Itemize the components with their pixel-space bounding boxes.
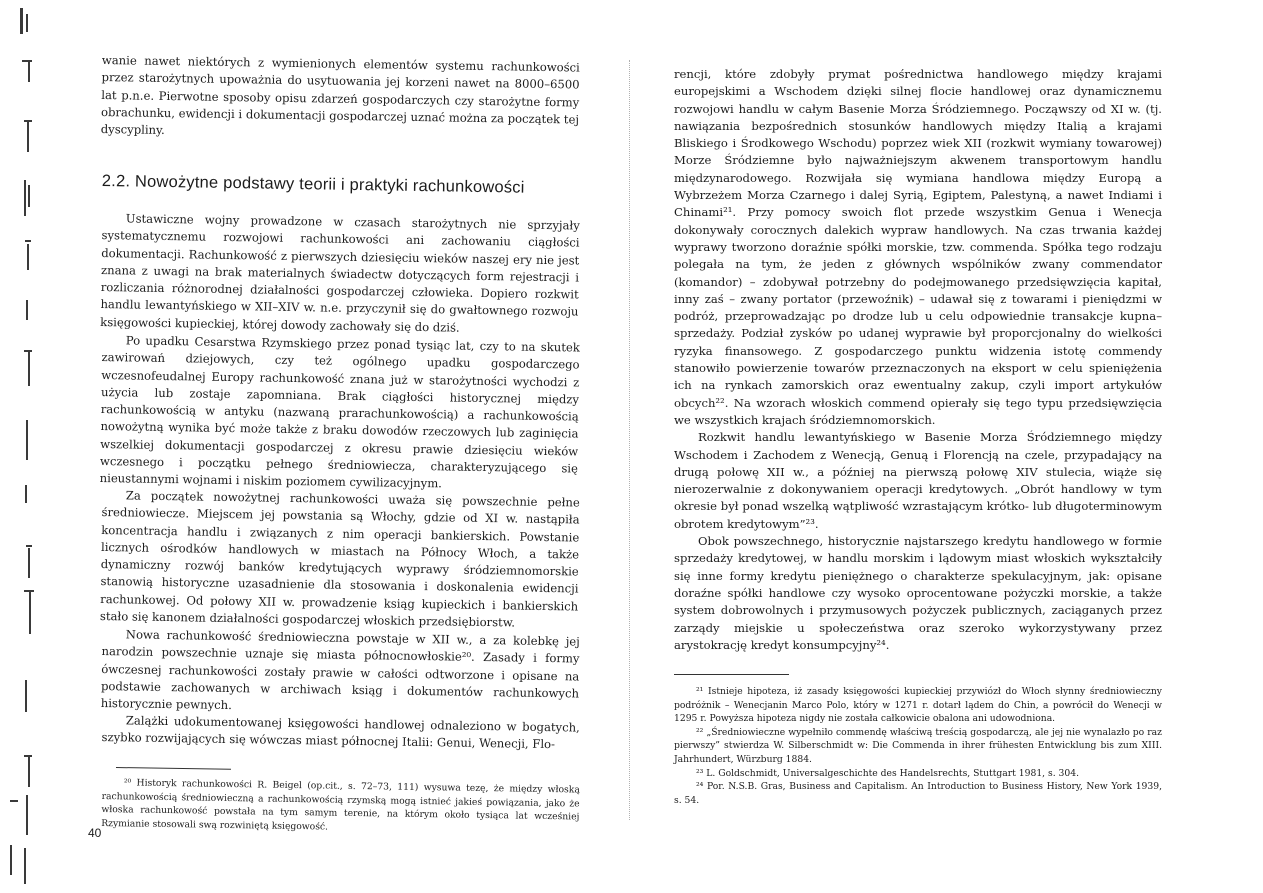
paragraph: Za początek nowożytnej rachunkowości uważa się powszechnie pełne średniowiecze. Miejscem jej powstania są Włochy, gdzie od XI w. nastąpiła koncentracja handlu i związanych z nim operacji bankierskich. Powstanie licznych ośrodków handlowych w miastach na Północy Włoch, a także dynamiczny rozwój banków kredytujących wyprawy śródziemnomorskie stanowią historyczne uzasadnienie dla stosowania i doskonalenia ewidencji rachunkowej. Od połowy XII w. prowadzenie ksiąg kupieckich i bankierskich stało się kanonem działalności gospodarczej włoskich przedsiębiorstw. [99, 488, 580, 630]
paragraph: wanie nawet niektórych z wymienionych elementów systemu rachunkowości przez starożytnych upoważnia do usytuowania jej korzeni nawet na 8000–6500 lat p.n.e. Pierwotne sposoby opisu zdarzeń gospodarczych czy starożytne formy obrachunku, ewidencji i dokumentacji gospodarczej uznać można za początek tej dyscypliny. [100, 52, 580, 138]
section-heading: 2.2. Nowożytne podstawy teorii i praktyki rachunkowości [101, 172, 525, 198]
page-number: 40 [88, 826, 102, 840]
footnote: ²² „Średniowieczne wypełniło commendę właściwą treścią gospodarczą, ale jej nie wynalazło po raz pierwszy” stwierdza W. Silberschmidt w: Die Commenda in ihrer frühesten Entwicklung bis zum XIII. Jahrhundert, Würzburg 1884. [674, 726, 1162, 766]
right-text-column [674, 66, 1162, 807]
paragraph: Nowa rachunkowość średniowieczna powstaje w XII w., a za kolebkę jej narodzin powszechnie uznaje się miasta północnowłoskie²⁰. Zasady i formy ówczesnej rachunkowości zostały prawie w całości odtworzone i opisane na podstawie zachowanych w archiwach ksiąg i dokumentów rachunkowych historycznie pewnych. [100, 626, 580, 712]
footnote: ²⁴ Por. N.S.B. Gras, Business and Capitalism. An Introduction to Business History, New York 1939, s. 54. [674, 781, 1162, 806]
paragraph: Ustawiczne wojny prowadzone w czasach starożytnych nie sprzyjały systematycznemu rozwojowi rachunkowości ani zachowaniu ciągłości dokumentacji. Rachunkowość z pierwszych dziesięciu wieków naszej ery nie jest znana z uwagi na brak materialnych świadectw dotyczących form rejestracji i rozliczania różnorodnej działalności gospodarczej człowieka. Dopiero rozkwit handlu lewantyńskiego w XII–XIV w. n.e. przyczynił się do gwałtownego rozwoju księgowości kupieckiej, której dowody zachowały się do dziś. [100, 211, 580, 335]
footnote: ²³ L. Goldschmidt, Universalgeschichte des Handelsrechts, Stuttgart 1981, s. 304. [696, 767, 1080, 779]
paragraph: Obok powszechnego, historycznie najstarszego kredytu handlowego w formie sprzedaży kredytowej, w handlu morskim i lądowym miast włoskich wykształciły się inne formy kredytu pieniężnego o charakterze spekulacyjnym, jak: opisane doraźne spółki handlowe czy wysoko oprocentowane pożyczki morskie, a także system dobrowolnych i przymusowych pożyczek publicznych, zaciąganych przez zarządy miejskie u społeczeństwa oraz szeroko wykorzystywany przez arystokrację kredyt konsumpcyjny²⁴. [674, 534, 1162, 652]
binding-edge-marks [0, 0, 44, 893]
paragraph: Rozkwit handlu lewantyńskiego w Basenie Morza Śródziemnego między Wschodem i Zachodem z Wenecją, Genuą i Florencją na czele, przypadający na drugą połowę XII w., a później na pierwszą połowę XIV stulecia, wiąże się nierozerwalnie z dokonywaniem operacji kredytowych. „Obrót handlowy w tym okresie był ponad wszelką wątpliwość wzrastającym krótko- lub długoterminowym obrotem kredytowym”²³. [674, 430, 1162, 531]
footnote-separator [674, 674, 789, 675]
footnote: ²⁰ Historyk rachunkowości R. Beigel (op.cit., s. 72–73, 111) wysuwa tezę, że między włoską rachunkowością średniowieczną a rachunkowością rzymską mogą istnieć jakieś powiązania, jako że włoska rachunkowość powstała na tym samym terenie, na którym około tysiąca lat wcześniej Rzymianie stosowali swą rozwiniętą księgowość. [101, 777, 580, 833]
paragraph: Zalążki udokumentowanej księgowości handlowej odnaleziono w bogatych, szybko rozwijających się wówczas miast północnej Italii: Genui, Wenecji, Flo- [101, 713, 580, 752]
page-gutter [629, 60, 630, 820]
right-page [631, 0, 1263, 893]
footnote: ²¹ Istnieje hipoteza, iż zasady księgowości kupieckiej przywiózł do Włoch słynny średniowieczny podróżnik – Wenecjanin Marco Polo, który w 1271 r. dotarł lądem do Chin, a powrócił do Wenecji w 1295 r. Powyższa hipoteza nigdy nie została całkowicie obalona ani udowodniona. [674, 686, 1162, 725]
paragraph: rencji, które zdobyły prymat pośrednictwa handlowego między krajami europejskimi a Wschodem dzięki silnej flocie handlowej oraz dynamicznemu rozwojowi handlu w całym Basenie Morza Śródziemnego. Począwszy od XI w. (tj. nawiązania bezpośrednich stosunków handlowych między Italią a krajami Bliskiego i Środkowego Wschodu) poprzez wiek XII (rozkwit wymiany towarowej) Morze Śródziemne było najważniejszym akwenem transportowym handlu międzynarodowego. Rozwijała się wymiana handlowa między Europą a Wybrzeżem Morza Czarnego i dalej Syrią, Egiptem, Palestyną, a nawet Indiami i Chinami²¹. Przy pomocy swoich flot przede wszystkim Genua i Wenecja dokonywały corocznych dalekich wypraw handlowych. Na czas trwania każdej wyprawy tworzono doraźnie spółki morskie, tzw. commenda. Spółka tego rodzaju polegała na tym, że jeden z głównych wspólników zwany commendator (komandor) – zdobywał potrzebny do podejmowanego przedsięwzięcia kapitał, inny zaś – zwany portator (przewoźnik) – udawał się z towarami i pieniędzmi w podróż, przeprowadzając po drodze lub u celu odpowiednie transakcje kupna–sprzedaży. Podział zysków po udanej wyprawie był proporcjonalny do wielkości ryzyka finansowego. Z gospodarczego punktu widzenia istotę commendy stanowiło powierzenie towarów przeznaczonych na eksport w celu spieniężenia ich na rynkach zamorskich oraz ewentualny zakup, czyli import artykułów obcych²². Na wzorach włoskich commend opierały się tego typu przedsięwzięcia we wszystkich krajach śródziemnomorskich. [674, 67, 1162, 427]
left-page [0, 0, 630, 893]
left-text-column [99, 52, 580, 833]
footnote-separator [116, 767, 231, 770]
paragraph: Po upadku Cesarstwa Rzymskiego przez ponad tysiąc lat, czy to na skutek zawirowań dziejowych, czy też ogólnego upadku gospodarczego wczesnofeudalnej Europy rachunkowość znana już w starożytności wychodzi z użycia lub zostaje zapomniana. Brak ciągłości historycznej między rachunkowością w antyku (nazwaną prarachunkowością) a rachunkowością nowożytną wynika być może także z braku dowodów rzeczowych lub zaginięcia wszelkiej dokumentacji gospodarczej z okresu prawie dziesięciu wieków wczesnego i początku pełnego średniowiecza, charakteryzującego się nieustannymi wojnami i niskim poziomem cywilizacyjnym. [99, 332, 580, 491]
